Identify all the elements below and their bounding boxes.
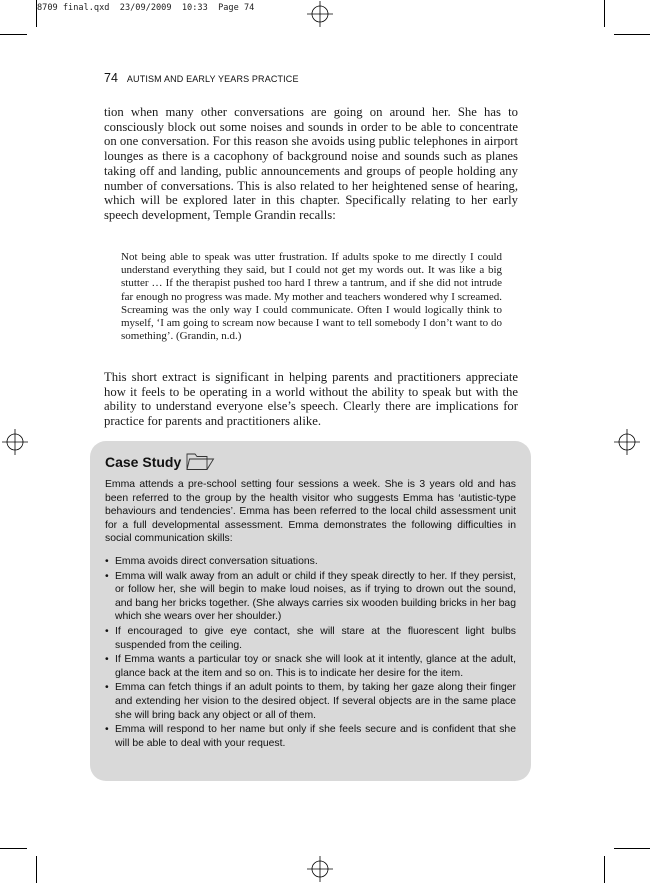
case-study-title: Case Study — [105, 454, 182, 470]
running-header — [104, 69, 299, 87]
crop-mark-bottom-left-h — [0, 848, 27, 849]
case-study-bullet-list — [105, 555, 516, 750]
crop-mark-top-right-v — [604, 0, 605, 27]
print-slug: 8709 final.qxd 23/09/2009 10:33 Page 74 — [37, 3, 255, 13]
list-item: • Emma will walk away from an adult or child if they speak directly to her. If they persist, or follow her, she will begin to make loud noises, as if trying to drown out the sound, and bang her bricks together. (She always carries six wooden building bricks in her bag which she wears over her shoulder.) — [105, 570, 516, 624]
list-item: • Emma avoids direct conversation situations. — [105, 555, 516, 569]
crop-mark-bottom-right-h — [614, 848, 650, 849]
crop-mark-top-left-v — [36, 0, 37, 27]
body-paragraph-1: tion when many other conversations are going on around her. She has to consciously block out some noises and sounds in order to be able to concentrate on one conversation. For this reason she avoids using public telephones in airport lounges as there is a cacophony of background noise and sounds such as planes taking off and landing, public announcements and groups of people holding any number of conversations. This is also related to her heightened sense of hearing, which will be explored later in this chapter. Specifically relating to her early speech development, Temple Grandin recalls: — [104, 105, 518, 222]
crop-mark-top-left-h — [0, 34, 27, 35]
registration-mark-right-icon — [614, 429, 640, 455]
running-head-title: AUTISM AND EARLY YEARS PRACTICE — [126, 74, 299, 84]
page-number: 74 — [104, 71, 118, 85]
folder-icon — [185, 450, 215, 472]
list-item: • Emma can fetch things if an adult points to them, by taking her gaze along their finger and extending her vision to the desired object. If several objects are in the same place she will bring back any object or all of them. — [105, 681, 516, 722]
crop-mark-bottom-left-v — [36, 856, 37, 883]
registration-mark-left-icon — [2, 429, 28, 455]
list-item: • If Emma wants a particular toy or snack she will look at it intently, glance at the adult, glance back at the item and so on. This is to indicate her desire for the item. — [105, 653, 516, 680]
block-quote: Not being able to speak was utter frustration. If adults spoke to me directly I could understand everything they said, but I could not get my words out. It was like a big stutter … If the therapist pushed too hard I threw a tantrum, and if she did not intrude far enough no progress was made. My mother and teachers wondered why I screamed. Screaming was the only way I could communicate. Often I would logically think to myself, ‘I am going to scream now because I want to tell somebody I don’t want to do something’. (Grandin, n.d.) — [121, 251, 502, 343]
case-study-intro: Emma attends a pre-school setting four sessions a week. She is 3 years old and has been referred to the group by the health visitor who suggests Emma has ‘autistic-type behaviours and tendencies’. Emma has been referred to the local child assessment unit for a full developmental assessment. Emma demonstrates the following difficulties in social communication skills: — [105, 479, 516, 545]
list-item: • If encouraged to give eye contact, she will stare at the fluorescent light bulbs suspended from the ceiling. — [105, 625, 516, 652]
registration-mark-bottom-icon — [307, 856, 333, 882]
list-item: • Emma will respond to her name but only if she feels secure and is confident that she will be able to deal with your request. — [105, 723, 516, 750]
crop-mark-top-right-h — [614, 34, 650, 35]
body-paragraph-2: This short extract is significant in helping parents and practitioners appreciate how it feels to be operating in a world without the ability to speak but with the ability to understand everyone else’s speech. Clearly there are implications for practice for parents and practitioners alike. — [104, 370, 518, 429]
crop-mark-bottom-right-v — [604, 856, 605, 883]
case-study-box — [90, 441, 531, 781]
registration-mark-top-icon — [307, 1, 333, 27]
